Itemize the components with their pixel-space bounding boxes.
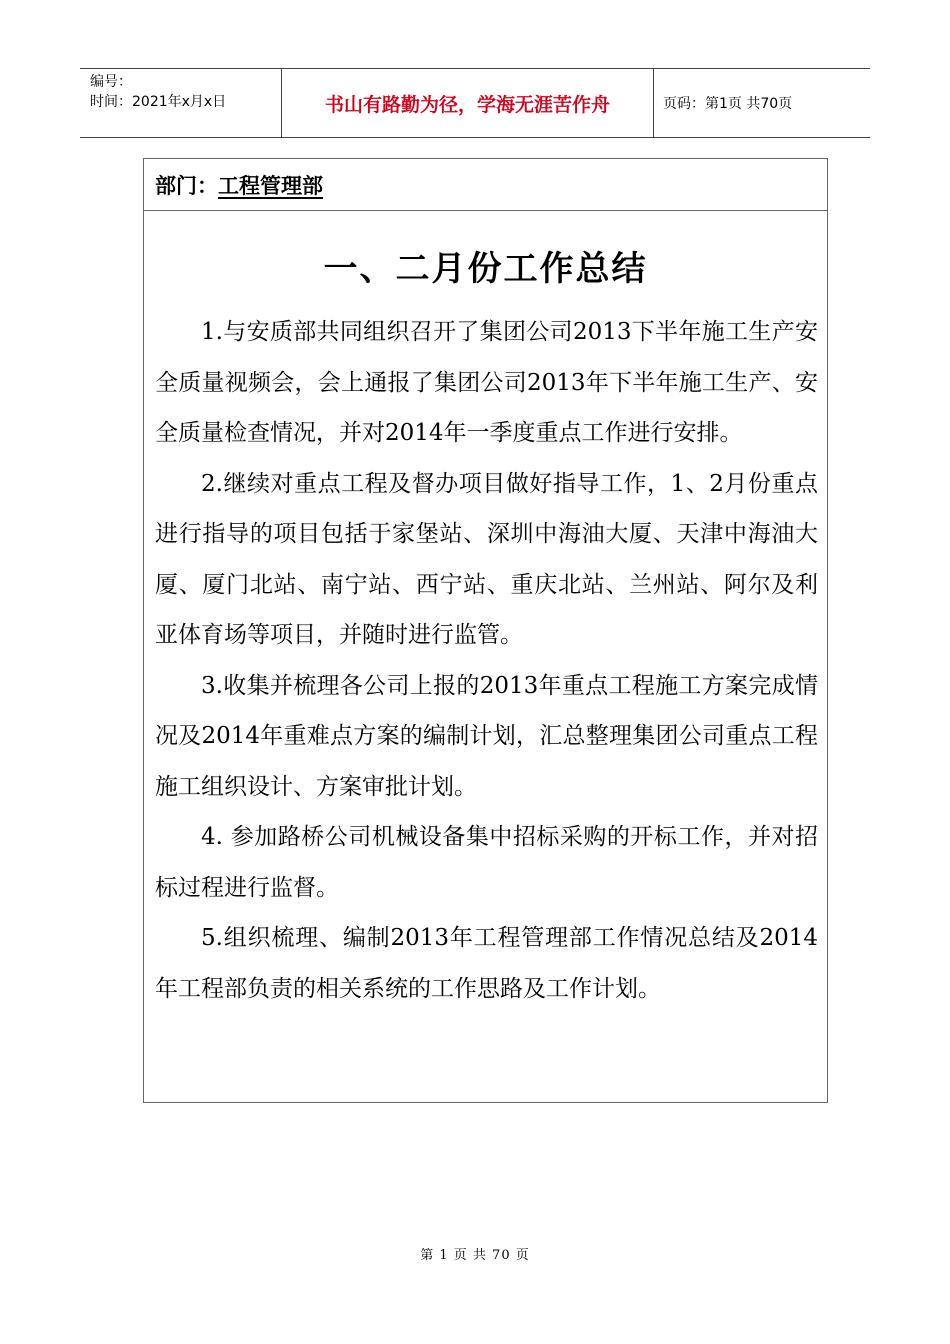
document-box xyxy=(143,158,828,1103)
paragraph: 3.收集并梳理各公司上报的2013年重点工程施工方案完成情况及2014年重难点方案的编制计划，汇总整理集团公司重点工程施工组织设计、方案审批计划。 xyxy=(155,672,818,800)
number-label: 编号： xyxy=(90,74,132,90)
header-meta xyxy=(80,69,281,137)
time-label: 时间：2021年x月x日 xyxy=(90,94,227,110)
document-body xyxy=(155,307,818,1014)
department-name: 工程管理部 xyxy=(218,173,323,198)
paragraph: 2.继续对重点工程及督办项目做好指导工作，1、2月份重点进行指导的项目包括于家堡站、深圳中海油大厦、天津中海油大厦、厦门北站、南宁站、西宁站、重庆北站、兰州站、阿尔及利亚体育场等项目，并随时进行监管。 xyxy=(155,470,818,648)
document-title: 一、二月份工作总结 xyxy=(323,249,648,289)
paragraph: 1.与安质部共同组织召开了集团公司2013下半年施工生产安全质量视频会，会上通报了集团公司2013年下半年施工生产、安全质量检查情况，并对2014年一季度重点工作进行安排。 xyxy=(155,319,818,446)
header-motto: 书山有路勤为径，学海无涯苦作舟 xyxy=(281,69,654,137)
page-footer: 第 1 页 共 70 页 xyxy=(420,1248,530,1263)
header-page-info: 页码：第1页 共70页 xyxy=(663,96,793,112)
department-row xyxy=(144,159,827,211)
paragraph: 4. 参加路桥公司机械设备集中招标采购的开标工作，并对招标过程进行监督。 xyxy=(155,824,818,901)
department-label: 部门： xyxy=(155,173,218,198)
page-header xyxy=(80,68,870,138)
paragraph: 5.组织梳理、编制2013年工程管理部工作情况总结及2014年工程部负责的相关系统的工作思路及工作计划。 xyxy=(155,925,818,1002)
